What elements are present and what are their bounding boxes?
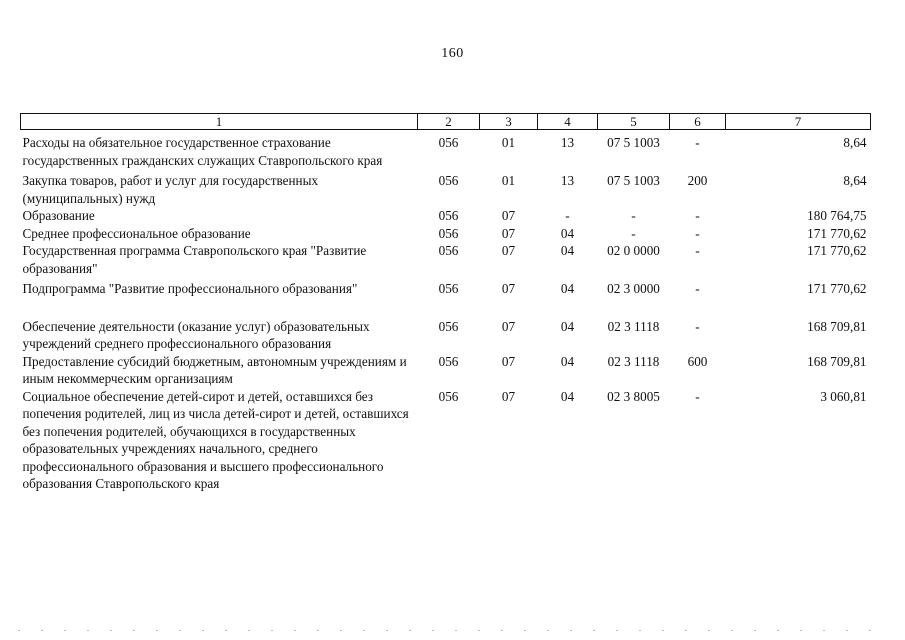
row-amount: 8,64 bbox=[843, 135, 867, 150]
table-row bbox=[21, 172, 871, 207]
column-header: 4 bbox=[538, 114, 598, 130]
scan-dot bbox=[662, 630, 664, 631]
scan-dot bbox=[271, 630, 273, 631]
row-type: - bbox=[695, 208, 700, 223]
row-amount: 3 060,81 bbox=[820, 388, 867, 404]
scan-dot bbox=[731, 630, 733, 631]
row-section: 07 bbox=[501, 318, 516, 334]
row-amount: 171 770,62 bbox=[807, 281, 867, 296]
row-code: 056 bbox=[438, 388, 459, 404]
row-target: 02 3 8005 bbox=[607, 388, 660, 404]
row-subsection: - bbox=[565, 208, 570, 223]
scan-dot bbox=[800, 630, 802, 631]
scan-dot bbox=[639, 630, 641, 631]
row-target: 07 5 1003 bbox=[607, 173, 660, 188]
scan-dot bbox=[455, 630, 457, 631]
column-header: 5 bbox=[598, 114, 670, 130]
scan-dot bbox=[179, 630, 181, 631]
row-code: 056 bbox=[438, 281, 459, 296]
row-name: Государственная программа Ставропольского края "Развитие образования" bbox=[22, 243, 367, 276]
table-row bbox=[21, 225, 871, 243]
row-name: Образование bbox=[22, 208, 95, 223]
page-number: 160 bbox=[441, 46, 464, 61]
scan-dot bbox=[616, 630, 618, 631]
row-subsection: 04 bbox=[560, 353, 575, 369]
scan-dot bbox=[754, 630, 756, 631]
scan-dot bbox=[41, 630, 43, 631]
column-header: 3 bbox=[480, 114, 538, 130]
row-code: 056 bbox=[438, 173, 459, 188]
column-header: 1 bbox=[21, 114, 418, 130]
row-subsection: 04 bbox=[560, 281, 575, 296]
row-target: 02 3 1118 bbox=[607, 318, 660, 334]
scan-dot bbox=[110, 630, 112, 631]
row-type: - bbox=[695, 318, 700, 334]
row-type: 600 bbox=[687, 353, 708, 369]
row-subsection: 04 bbox=[560, 318, 575, 334]
row-name: Среднее профессиональное образование bbox=[22, 225, 251, 241]
row-section: 07 bbox=[501, 353, 516, 369]
column-header: 6 bbox=[670, 114, 726, 130]
scan-dot bbox=[64, 630, 66, 631]
row-target: - bbox=[631, 225, 636, 241]
row-code: 056 bbox=[438, 135, 459, 150]
scan-dot bbox=[708, 630, 710, 631]
row-subsection: 04 bbox=[560, 243, 575, 258]
row-section: 07 bbox=[501, 281, 516, 296]
row-code: 056 bbox=[438, 243, 459, 258]
row-amount: 8,64 bbox=[843, 173, 867, 188]
row-amount: 168 709,81 bbox=[807, 353, 867, 369]
scan-dot bbox=[225, 630, 227, 631]
row-name: Расходы на обязательное государственное страхование государственных гражданских служащих Ставропольского края bbox=[22, 135, 383, 168]
scan-dot bbox=[478, 630, 480, 631]
scan-dot bbox=[524, 630, 526, 631]
row-type: - bbox=[695, 388, 700, 404]
scan-dot bbox=[202, 630, 204, 631]
scan-dot bbox=[593, 630, 595, 631]
table-row bbox=[21, 318, 871, 353]
scan-dot bbox=[823, 630, 825, 631]
row-subsection: 04 bbox=[560, 388, 575, 404]
scan-dot bbox=[501, 630, 503, 631]
table-row bbox=[21, 207, 871, 225]
row-target: 02 3 1118 bbox=[607, 353, 660, 369]
row-section: 07 bbox=[501, 225, 516, 241]
scan-dot bbox=[777, 630, 779, 631]
column-header: 2 bbox=[418, 114, 480, 130]
row-target: - bbox=[631, 208, 636, 223]
row-subsection: 04 bbox=[560, 225, 575, 241]
row-target: 02 3 0000 bbox=[607, 281, 660, 296]
row-amount: 171 770,62 bbox=[807, 243, 867, 258]
row-target: 02 0 0000 bbox=[607, 243, 660, 258]
row-code: 056 bbox=[438, 318, 459, 334]
scan-dot bbox=[570, 630, 572, 631]
row-name: Социальное обеспечение детей-сирот и детей, оставшихся без попечения родителей, лиц из числа детей-сирот и детей, оставшихся без попечения родителей, обучающихся в государственных образовательных учреждениях начального, среднего профессионального образования и высшего профессионального образования Ставропольского края bbox=[22, 388, 409, 491]
scan-dot bbox=[340, 630, 342, 631]
row-code: 056 bbox=[438, 353, 459, 369]
row-amount: 171 770,62 bbox=[807, 225, 867, 241]
row-amount: 180 764,75 bbox=[807, 208, 867, 223]
scan-dot bbox=[409, 630, 411, 631]
scan-dot bbox=[685, 630, 687, 631]
row-target: 07 5 1003 bbox=[607, 135, 660, 150]
scan-dot bbox=[869, 630, 871, 631]
row-name: Подпрограмма "Развитие профессионального образования" bbox=[22, 281, 358, 296]
row-subsection: 13 bbox=[560, 173, 575, 188]
scan-dot bbox=[248, 630, 250, 631]
row-name: Обеспечение деятельности (оказание услуг) образовательных учреждений среднего профессионального образования bbox=[22, 318, 370, 351]
row-type: - bbox=[695, 225, 700, 241]
table-header-row bbox=[21, 114, 871, 130]
table-row bbox=[21, 280, 871, 318]
scan-dot bbox=[133, 630, 135, 631]
row-type: 200 bbox=[687, 173, 708, 188]
row-code: 056 bbox=[438, 208, 459, 223]
scan-artifact-dots bbox=[0, 630, 905, 634]
table-row bbox=[21, 353, 871, 388]
row-amount: 168 709,81 bbox=[807, 318, 867, 334]
scan-dot bbox=[18, 630, 20, 631]
scan-dot bbox=[363, 630, 365, 631]
table-row bbox=[21, 130, 871, 173]
row-section: 07 bbox=[501, 388, 516, 404]
row-section: 01 bbox=[501, 135, 516, 150]
table-row bbox=[21, 242, 871, 280]
row-section: 07 bbox=[501, 243, 516, 258]
row-subsection: 13 bbox=[560, 135, 575, 150]
row-section: 01 bbox=[501, 173, 516, 188]
budget-table bbox=[20, 113, 871, 493]
scan-dot bbox=[386, 630, 388, 631]
row-section: 07 bbox=[501, 208, 516, 223]
row-name: Закупка товаров, работ и услуг для государственных (муниципальных) нужд bbox=[22, 173, 319, 206]
row-type: - bbox=[695, 243, 700, 258]
scan-dot bbox=[547, 630, 549, 631]
table-row bbox=[21, 388, 871, 493]
row-name: Предоставление субсидий бюджетным, автономным учреждениям и иным некоммерческим организациям bbox=[22, 353, 407, 386]
scan-dot bbox=[846, 630, 848, 631]
row-type: - bbox=[695, 281, 700, 296]
scan-dot bbox=[432, 630, 434, 631]
row-code: 056 bbox=[438, 225, 459, 241]
scan-dot bbox=[294, 630, 296, 631]
column-header: 7 bbox=[726, 114, 871, 130]
scan-dot bbox=[87, 630, 89, 631]
scan-dot bbox=[156, 630, 158, 631]
scan-dot bbox=[317, 630, 319, 631]
row-type: - bbox=[695, 135, 700, 150]
